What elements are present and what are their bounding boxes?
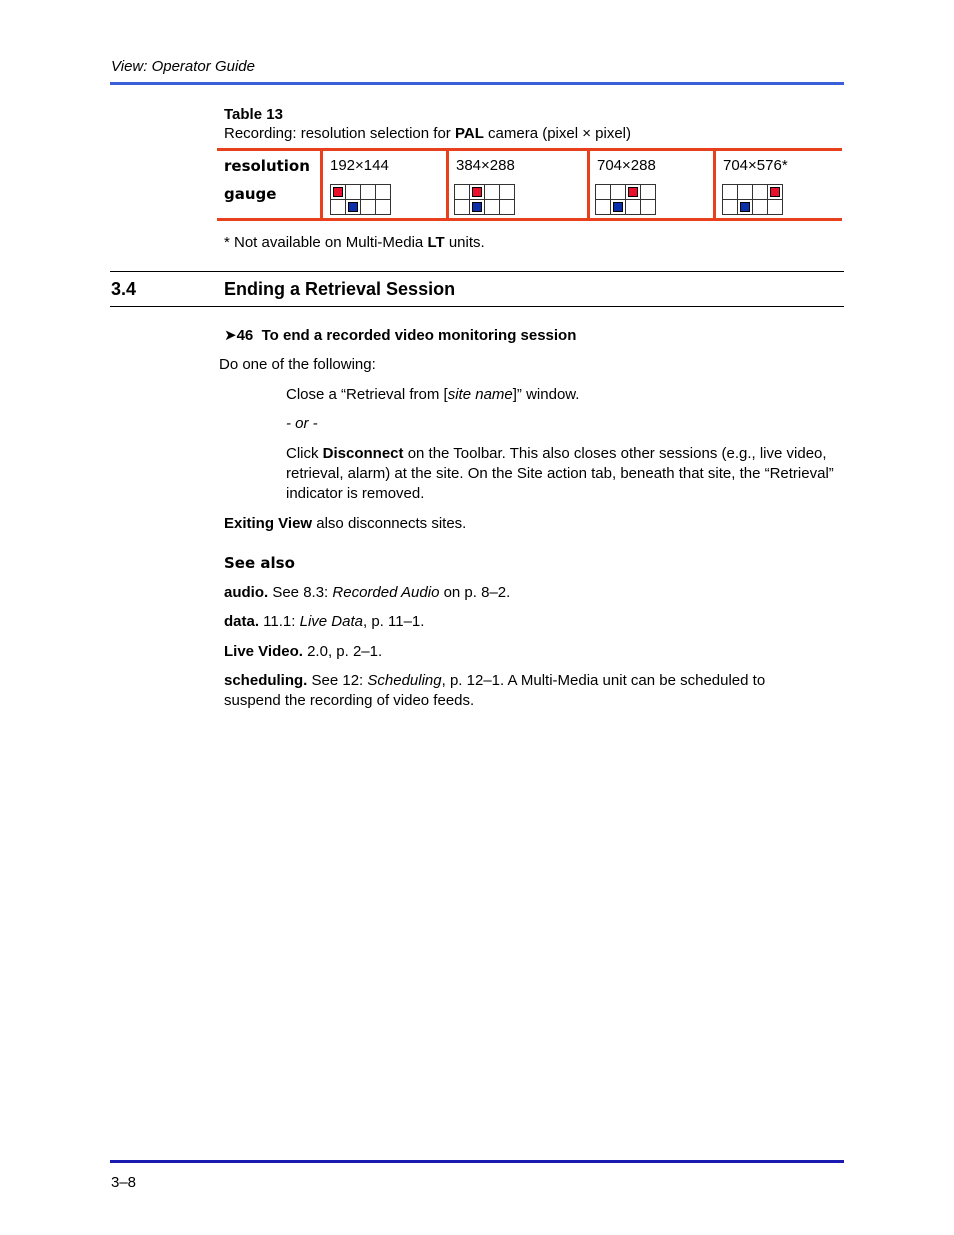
see-also-heading: See also bbox=[224, 554, 295, 572]
page-number: 3–8 bbox=[111, 1174, 137, 1191]
resolution-value: 384×288 bbox=[456, 157, 515, 174]
option-close-window: Close a “Retrieval from [site name]” window. bbox=[286, 386, 580, 403]
gauge-cell bbox=[596, 185, 611, 200]
gauge-cell bbox=[611, 185, 626, 200]
gauge-blue-marker bbox=[613, 202, 623, 212]
gauge-cell bbox=[641, 185, 656, 200]
gauge-cell bbox=[485, 185, 500, 200]
gauge-red-marker bbox=[628, 187, 638, 197]
or-separator: - or - bbox=[286, 415, 318, 432]
gauge-cell bbox=[376, 200, 391, 215]
gauge-cell bbox=[753, 200, 768, 215]
see-also-item: audio. See 8.3: Recorded Audio on p. 8–2. bbox=[224, 584, 511, 601]
gauge-cell bbox=[361, 200, 376, 215]
gauge-cell bbox=[738, 185, 753, 200]
footer-rule bbox=[110, 1160, 844, 1163]
gauge-cell bbox=[753, 185, 768, 200]
intro-text: Do one of the following: bbox=[219, 356, 376, 373]
section-number: 3.4 bbox=[111, 279, 137, 299]
header-rule bbox=[110, 82, 844, 85]
gauge-blue-marker bbox=[348, 202, 358, 212]
section-rule-top bbox=[110, 271, 844, 272]
gauge-cell bbox=[331, 200, 346, 215]
gauge-cell bbox=[455, 200, 470, 215]
gauge-cell bbox=[361, 185, 376, 200]
gauge-red-marker bbox=[333, 187, 343, 197]
resolution-gauge bbox=[595, 184, 656, 215]
resolution-value: 704×576* bbox=[723, 157, 788, 174]
gauge-cell bbox=[500, 200, 515, 215]
table-title: Table 13 bbox=[224, 106, 283, 123]
see-also-item: scheduling. See 12: Scheduling, p. 12–1. A Multi-Media unit can be scheduled to suspend the recording of video feeds. bbox=[224, 672, 766, 709]
section-title: Ending a Retrieval Session bbox=[224, 279, 456, 299]
resolution-value: 192×144 bbox=[330, 157, 389, 174]
gauge-cell bbox=[626, 200, 641, 215]
row-head-resolution: resolution bbox=[224, 157, 310, 175]
row-head-gauge: gauge bbox=[224, 185, 277, 203]
resolution-value: 704×288 bbox=[597, 157, 656, 174]
gauge-cell bbox=[485, 200, 500, 215]
resolution-column-3 bbox=[590, 151, 713, 218]
gauge-cell bbox=[723, 200, 738, 215]
table-caption: Recording: resolution selection for PAL camera (pixel × pixel) bbox=[224, 125, 631, 142]
resolution-gauge bbox=[330, 184, 391, 215]
gauge-blue-marker bbox=[740, 202, 750, 212]
resolution-gauge bbox=[722, 184, 783, 215]
option-disconnect: Click Disconnect on the Toolbar. This also closes other sessions (e.g., live video, retrieval, alarm) at the site. On the Site action tab, beneath that site, the “Retrieval” indicator is removed. bbox=[286, 445, 834, 502]
gauge-red-marker bbox=[472, 187, 482, 197]
procedure-heading: ➤46 To end a recorded video monitoring session bbox=[224, 327, 577, 344]
gauge-cell bbox=[723, 185, 738, 200]
resolution-gauge bbox=[454, 184, 515, 215]
resolution-table bbox=[217, 148, 842, 221]
table-footnote: * Not available on Multi-Media LT units. bbox=[224, 234, 485, 251]
gauge-cell bbox=[346, 185, 361, 200]
gauge-cell bbox=[596, 200, 611, 215]
running-header: View: Operator Guide bbox=[111, 58, 255, 75]
gauge-cell bbox=[768, 200, 783, 215]
resolution-column-2 bbox=[449, 151, 587, 218]
resolution-column-4 bbox=[716, 151, 842, 218]
section-rule-bottom bbox=[110, 306, 844, 307]
see-also-item: Live Video. 2.0, p. 2–1. bbox=[224, 643, 383, 660]
arrow-icon: ➤46 bbox=[224, 327, 254, 344]
gauge-cell bbox=[376, 185, 391, 200]
resolution-column-1 bbox=[323, 151, 446, 218]
exit-note: Exiting View also disconnects sites. bbox=[224, 515, 467, 532]
gauge-cell bbox=[641, 200, 656, 215]
gauge-red-marker bbox=[770, 187, 780, 197]
gauge-cell bbox=[455, 185, 470, 200]
gauge-cell bbox=[500, 185, 515, 200]
gauge-blue-marker bbox=[472, 202, 482, 212]
see-also-item: data. 11.1: Live Data, p. 11–1. bbox=[224, 613, 425, 630]
